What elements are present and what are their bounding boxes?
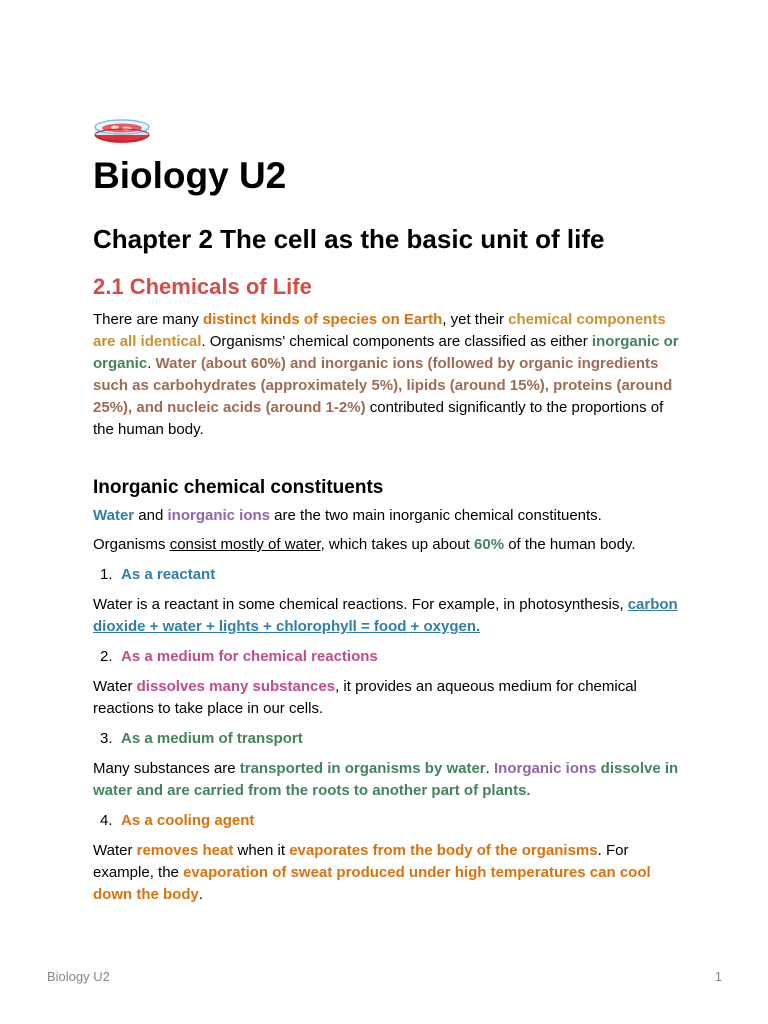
paragraph-constituents: Water and inorganic ions are the two main inorganic chemical constituents. — [93, 507, 602, 524]
paragraph-cooling: Water removes heat when it evaporates from the body of the organisms. For example, the evaporation of sweat produced under high temperatures can cool down the body. — [93, 842, 651, 903]
paragraph-medium-reactions: Water dissolves many substances, it provides an aqueous medium for chemical reactions to take place in our cells. — [93, 678, 637, 717]
page-title: Biology U2 — [93, 155, 287, 196]
paragraph-water-percent: Organisms consist mostly of water, which takes up about 60% of the human body. — [93, 536, 636, 553]
footer-title: Biology U2 — [47, 969, 110, 984]
paragraph-reactant: Water is a reactant in some chemical reactions. For example, in photosynthesis, carbon dioxide + water + lights + chlorophyll = food + oxygen. — [93, 596, 678, 635]
petri-dish-icon — [93, 116, 151, 146]
chapter-heading: Chapter 2 The cell as the basic unit of life — [93, 224, 605, 254]
intro-paragraph: There are many distinct kinds of species on Earth, yet their chemical components are all identical. Organisms' chemical components are classified as either inorganic or organic. Water (about 60%) and inorganic ions (followed by organic ingredients such as carbohydrates (approximately 5%), lipids (around 15%), proteins (around 25%), and nucleic acids (around 1-2%) contributed significantly to the proportions of the human body. — [93, 311, 679, 438]
list-item-medium-transport: 3. As a medium of transport — [100, 730, 303, 747]
section-heading: 2.1 Chemicals of Life — [93, 274, 312, 299]
page-content — [93, 116, 683, 906]
list-item-reactant: 1. As a reactant — [100, 566, 216, 583]
page-number: 1 — [714, 969, 722, 984]
paragraph-medium-transport: Many substances are transported in organisms by water. Inorganic ions dissolve in water and are carried from the roots to another part of plants. — [93, 760, 679, 799]
list-item-cooling: 4. As a cooling agent — [100, 812, 255, 829]
subheading-inorganic: Inorganic chemical constituents — [93, 477, 384, 498]
list-item-medium-reactions: 2. As a medium for chemical reactions — [100, 648, 378, 665]
